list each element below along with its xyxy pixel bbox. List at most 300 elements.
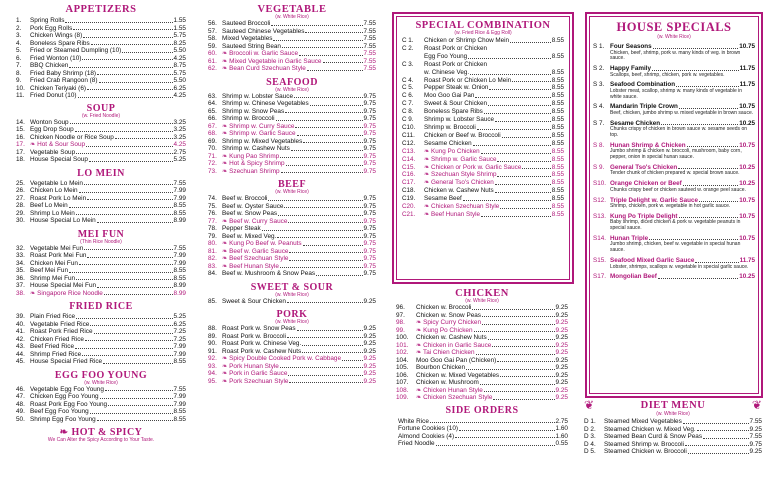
- leader-dots: [291, 145, 363, 151]
- menu-item: [208, 168, 376, 176]
- menu-item: [208, 298, 376, 306]
- sideorders-list: [396, 418, 568, 448]
- item-price: 8.25: [173, 39, 186, 47]
- menu-item: [208, 160, 376, 168]
- item-price: 8.55: [173, 209, 186, 217]
- leader-dots: [73, 25, 172, 31]
- item-number: 57.: [208, 27, 217, 35]
- menu-item: [402, 156, 564, 164]
- leader-dots: [297, 130, 363, 136]
- leader-dots: [122, 47, 172, 53]
- item-name: Bourbon Chicken: [416, 364, 466, 371]
- menu-item: [402, 116, 564, 124]
- item-number: 74.: [208, 195, 217, 202]
- item-price: 9.25: [363, 362, 376, 370]
- item-number: 90.: [208, 340, 217, 347]
- leader-dots: [294, 93, 363, 99]
- item-name: Moo Goo Gai Pan (Chicken): [416, 356, 497, 364]
- menu-item: [16, 141, 186, 149]
- item-name: Fried Crab Rangoon (8): [30, 77, 98, 84]
- item-name: Shrimp w. Lobster Sauce: [222, 92, 294, 100]
- leader-dots: [342, 355, 363, 361]
- item-price: 8.55: [551, 116, 564, 124]
- menu-item: [396, 304, 568, 312]
- sweetsour-list: [208, 298, 376, 306]
- item-name: Shrimp Mei Fun: [30, 274, 76, 282]
- leader-dots: [82, 351, 172, 357]
- leader-dots: [87, 252, 172, 258]
- item-name: Vegetable Fried Rice: [30, 320, 90, 328]
- item-name: Chicken Wings (8): [30, 32, 83, 39]
- item-number: 26.: [16, 187, 25, 194]
- leader-dots: [286, 160, 363, 166]
- item-price: 9.25: [363, 332, 376, 340]
- item-name: ❧ Mixed Vegetable in Garlic Sauce: [222, 57, 322, 65]
- item-name: Shrimp Lo Mein: [30, 209, 75, 217]
- menu-item: [396, 440, 568, 448]
- leader-dots: [86, 141, 172, 147]
- leader-dots: [481, 211, 551, 217]
- item-number: 82.: [208, 255, 217, 262]
- item-price: 6.25: [173, 320, 186, 328]
- item-price: 10.75: [739, 141, 755, 149]
- item-price: 7.55: [173, 244, 186, 252]
- menu-item: [16, 187, 186, 195]
- leader-dots: [104, 290, 173, 296]
- item-price: 9.75: [363, 202, 376, 210]
- item-name: ❧ General Tso's Chicken: [424, 179, 494, 187]
- item-price: 9.25: [555, 304, 568, 311]
- item-price: 2.75: [555, 417, 568, 425]
- menu-item: [16, 32, 186, 40]
- leader-dots: [703, 433, 748, 439]
- item-name: ❧ Kung Po Beef w. Peanuts: [222, 240, 302, 247]
- item-number: 5.: [16, 47, 22, 54]
- leader-dots: [303, 240, 363, 246]
- leader-dots: [76, 149, 172, 155]
- item-number: 50.: [16, 415, 25, 423]
- item-price: 7.99: [173, 393, 186, 400]
- menu-item: [584, 418, 762, 426]
- leader-dots: [83, 32, 172, 38]
- house-special-item: [593, 213, 755, 232]
- leader-dots: [436, 440, 555, 446]
- item-number: 89.: [208, 332, 217, 340]
- menu-item: [16, 245, 186, 253]
- leader-dots: [459, 425, 555, 431]
- leader-dots: [466, 364, 555, 370]
- item-name: Seafood Mixed Garlic Sauce: [610, 257, 695, 265]
- item-number: C 8.: [402, 108, 414, 116]
- item-name: Happy Family: [610, 65, 651, 73]
- item-price: 8.55: [551, 195, 564, 203]
- leader-dots: [476, 349, 555, 355]
- item-name: Roast Pork w. Chinese Veg.: [222, 340, 302, 347]
- leader-dots: [477, 124, 551, 130]
- item-price: 8.55: [551, 37, 564, 44]
- item-name: w. Chinese Veg.: [424, 68, 470, 76]
- item-number: 100.: [396, 334, 409, 341]
- item-name: Steamed Chicken w. Broccoli: [604, 448, 687, 455]
- item-name: ❧ Hot & Spicy Shrimp: [222, 160, 285, 167]
- menu-item: [402, 171, 564, 179]
- leader-dots: [90, 408, 173, 414]
- item-name: ❧ Broccoli w. Garlic Sauce: [222, 50, 299, 57]
- soup-list: [16, 119, 186, 164]
- item-number: 32.: [16, 244, 25, 252]
- item-price: 9.25: [363, 325, 376, 332]
- item-number: 60.: [208, 50, 217, 57]
- item-number: C16.: [402, 171, 416, 179]
- item-number: 107.: [396, 379, 409, 386]
- item-price: 4.25: [173, 141, 186, 148]
- leader-dots: [108, 401, 172, 407]
- item-price: 8.55: [551, 100, 564, 108]
- item-number: 61.: [208, 57, 217, 65]
- item-name: ❧ Szechuan Style Shrimp: [424, 171, 497, 179]
- leader-dots: [305, 28, 362, 34]
- leader-dots: [653, 43, 739, 49]
- item-name: ❧ Kung Pao Shrimp: [222, 152, 280, 160]
- leader-dots: [488, 45, 563, 51]
- item-number: 46.: [16, 385, 25, 393]
- item-price: 9.25: [555, 379, 568, 386]
- item-number: [402, 69, 424, 77]
- item-number: 27.: [16, 194, 25, 202]
- item-number: S 9.: [593, 163, 605, 171]
- item-number: 34.: [16, 259, 25, 267]
- house-special-item: [593, 81, 755, 100]
- item-number: 17.: [16, 148, 25, 156]
- item-price: 8.55: [551, 131, 564, 139]
- menu-item: [402, 37, 564, 45]
- item-price: 11.75: [739, 81, 755, 89]
- menu-item: [16, 149, 186, 157]
- hotspicy-title-text: HOT & SPICY: [71, 427, 143, 438]
- leader-dots: [289, 255, 362, 261]
- item-name: General Tso's Chicken: [610, 163, 678, 171]
- menu-item: [396, 327, 568, 335]
- item-name: Roast Pork or Chicken: [424, 60, 487, 68]
- menu-item: [402, 195, 564, 203]
- item-price: 9.75: [363, 217, 376, 225]
- item-price: 8.99: [173, 282, 186, 289]
- item-name: Mandarin Triple Crown: [610, 103, 678, 111]
- leader-dots: [268, 195, 362, 201]
- sweetsour-title: SWEET & SOUR: [250, 281, 334, 293]
- item-name: Mixed Vegetables: [222, 35, 273, 42]
- item-name: House Special Soup: [30, 156, 88, 163]
- item-price: 9.75: [363, 122, 376, 130]
- housespecials-list: [593, 43, 755, 281]
- item-name: Chicken Fried Rice: [30, 335, 84, 343]
- item-price: 10.25: [739, 180, 755, 188]
- combo-title: SPECIAL COMBINATION: [415, 20, 551, 31]
- leader-dots: [472, 304, 554, 310]
- item-number: 84.: [208, 270, 217, 277]
- leader-dots: [685, 441, 749, 447]
- item-number: C 6.: [402, 92, 414, 100]
- item-number: 108.: [396, 386, 409, 394]
- item-number: C20.: [402, 203, 416, 211]
- leader-dots: [480, 379, 555, 385]
- item-name: ❧ Chicken Szechuan Style: [424, 203, 500, 211]
- item-number: C12.: [402, 139, 416, 147]
- item-number: 43.: [16, 343, 25, 350]
- menu-item: [584, 426, 762, 434]
- leader-dots: [497, 171, 550, 177]
- leader-dots: [474, 327, 555, 333]
- item-description: Chunks crispy of chicken in brown sauce w. sesame seeds on top.: [610, 126, 748, 139]
- leader-dots: [75, 126, 173, 132]
- scroll-ornament-icon: ❦: [751, 398, 762, 412]
- leader-dots: [482, 312, 555, 318]
- leader-dots: [303, 138, 362, 144]
- item-number: 80.: [208, 240, 217, 247]
- leader-dots: [463, 195, 551, 201]
- item-number: D 3.: [584, 433, 596, 440]
- item-name: Sauteed String Bean: [222, 42, 281, 50]
- leader-dots: [285, 108, 362, 114]
- item-number: 33.: [16, 252, 25, 259]
- item-number: S14.: [593, 234, 606, 242]
- item-name: Egg Drop Soup: [30, 126, 74, 133]
- item-price: 7.55: [363, 57, 376, 65]
- item-price: 8.55: [551, 179, 564, 187]
- item-number: S15.: [593, 257, 606, 265]
- item-number: 71.: [208, 152, 217, 160]
- item-name: BBQ Chicken: [30, 62, 69, 69]
- item-number: 81.: [208, 247, 217, 255]
- menu-item: [208, 93, 376, 101]
- item-number: 30.: [16, 217, 25, 224]
- item-price: 8.55: [551, 68, 564, 76]
- item-price: 9.25: [555, 334, 568, 341]
- item-name: House Special Lo Mein: [30, 217, 96, 224]
- menu-item: [16, 119, 186, 127]
- item-price: 8.55: [551, 76, 564, 84]
- item-name: Kung Po Triple Delight: [610, 212, 678, 220]
- item-number: 63.: [208, 92, 217, 100]
- item-number: S 2.: [593, 65, 605, 73]
- menu-item: [208, 138, 376, 146]
- column-1: [16, 4, 186, 443]
- dietmenu-title: DIET MENU: [640, 399, 706, 411]
- menu-item: [208, 65, 376, 73]
- item-description: Jumbo shrimp & chicken w. broccoli, mushroom, baby corn, pepper, onion in special hunan sauce.: [610, 148, 742, 161]
- house-special-item: [593, 43, 755, 62]
- item-price: 9.75: [363, 167, 376, 175]
- item-number: 42.: [16, 335, 25, 343]
- chicken-subtitle: (w. White Rice): [465, 298, 499, 304]
- menu-item: [208, 363, 376, 371]
- combo-subtitle: (w. Fried Rice & Egg Roll): [454, 30, 512, 36]
- item-price: 9.25: [555, 341, 568, 349]
- item-number: 28.: [16, 202, 25, 209]
- item-name: Steamed Bean Curd & Snow Peas: [604, 433, 703, 440]
- item-price: 9.75: [363, 160, 376, 167]
- menu-item: [208, 270, 376, 278]
- menu-item: [208, 203, 376, 211]
- leader-dots: [70, 119, 173, 125]
- menu-item: [396, 364, 568, 372]
- chicken-title: CHICKEN: [455, 288, 509, 299]
- soup-title: SOUP: [86, 102, 116, 114]
- menu-item: [402, 92, 564, 100]
- leader-dots: [280, 363, 363, 369]
- item-name: Beef Lo Mein: [30, 202, 68, 209]
- item-number: 40.: [16, 320, 25, 328]
- item-name: House Special Fried Rice: [30, 358, 103, 365]
- housespecials-subtitle: (w. White Rice): [657, 34, 691, 40]
- menu-item: [402, 187, 564, 195]
- leader-dots: [687, 142, 739, 148]
- item-number: 4.: [16, 39, 22, 47]
- item-description: Beef, chicken, jumbo shrimp w. mixed vegetable in brown sauce.: [610, 109, 754, 116]
- menu-item: [16, 393, 186, 401]
- item-name: ❧ Chicken Szechuan Style: [416, 394, 493, 401]
- leader-dots: [488, 61, 563, 67]
- item-description: Lobster meat, scallop, shrimp w. many kinds of vegetable in white sauce.: [610, 87, 743, 100]
- menu-item: [208, 210, 376, 218]
- leader-dots: [489, 84, 550, 90]
- leader-dots: [658, 273, 738, 279]
- leader-dots: [105, 386, 173, 392]
- item-name: Four Seasons: [610, 43, 652, 50]
- item-name: Shrimp w. Lobster Sauce: [424, 116, 495, 124]
- item-number: C21.: [402, 210, 416, 218]
- sideorders-title: SIDE ORDERS: [445, 404, 519, 416]
- item-number: D 1.: [584, 418, 596, 425]
- leader-dots: [481, 148, 551, 154]
- item-name: Orange Chicken or Beef: [610, 180, 682, 188]
- item-price: 9.25: [555, 356, 568, 364]
- menu-item: [16, 85, 186, 93]
- item-name: ❧ Kung Po Chicken: [424, 147, 480, 155]
- item-name: Roast Pork or Chicken Lo Mein: [424, 76, 512, 84]
- item-price: 9.25: [555, 319, 568, 326]
- menu-item: [402, 100, 564, 108]
- item-price: 1.55: [173, 17, 186, 24]
- beef-title: BEEF: [277, 179, 307, 190]
- house-special-item: [593, 65, 755, 78]
- leader-dots: [695, 257, 738, 263]
- item-name: Mongolian Beef: [610, 273, 657, 281]
- menu-item: [208, 370, 376, 378]
- item-name: Fried Noodle: [398, 440, 435, 447]
- item-name: Roast Pork or Chicken: [424, 44, 487, 52]
- item-number: 56.: [208, 20, 217, 27]
- item-number: C 2.: [402, 44, 414, 52]
- item-name: Shrimp w. Snow Peas: [222, 107, 285, 115]
- item-name: Sesame Chicken: [424, 139, 472, 147]
- menu-item: [396, 357, 568, 365]
- item-number: S17.: [593, 273, 606, 281]
- item-price: 8.55: [173, 274, 186, 282]
- item-price: 9.75: [363, 255, 376, 262]
- leader-dots: [500, 203, 550, 209]
- menu-item: [584, 448, 762, 456]
- menu-item: [396, 349, 568, 357]
- item-name: Chicken w. Mushroom: [416, 379, 479, 386]
- leader-dots: [512, 77, 551, 83]
- item-name: Beef w. Snow Peas: [222, 210, 278, 217]
- item-price: 7.55: [173, 179, 186, 187]
- menu-item: [402, 211, 564, 219]
- item-number: 14.: [16, 118, 25, 126]
- leader-dots: [115, 134, 173, 140]
- item-price: 8.55: [551, 155, 564, 163]
- leader-dots: [262, 225, 363, 231]
- leader-dots: [510, 37, 551, 43]
- leader-dots: [502, 132, 551, 138]
- leader-dots: [76, 313, 172, 319]
- item-price: 10.75: [739, 212, 755, 220]
- item-name: Boneless Spare Ribs: [424, 108, 483, 116]
- leader-dots: [277, 233, 362, 239]
- item-number: 105.: [396, 364, 409, 371]
- item-number: C 1.: [402, 37, 414, 44]
- menu-item: [402, 179, 564, 187]
- menu-item: [16, 77, 186, 85]
- menu-item: [16, 126, 186, 134]
- item-price: 8.55: [551, 52, 564, 60]
- item-price: 7.99: [173, 343, 186, 350]
- menu-item: [16, 134, 186, 142]
- appetizers-list: [16, 17, 186, 100]
- item-name: Chicken w. Cashew Nuts: [424, 187, 494, 195]
- item-number: 79.: [208, 232, 217, 240]
- item-number: 94.: [208, 370, 217, 377]
- item-number: 48.: [16, 400, 25, 408]
- friedrice-list: [16, 313, 186, 366]
- item-number: 76.: [208, 210, 217, 217]
- item-number: C15.: [402, 163, 416, 171]
- leader-dots: [288, 370, 362, 376]
- leader-dots: [488, 100, 551, 106]
- item-price: 9.75: [363, 240, 376, 247]
- item-description: Lobster, shrimps, scallops w. vegetable in special garlic sauce.: [610, 263, 749, 270]
- item-number: 85.: [208, 297, 217, 305]
- item-price: 8.55: [551, 84, 564, 92]
- item-description: Jumbo shrimp, chicken, beef w. vegetable in special hunan sauce.: [610, 241, 741, 254]
- item-number: 37.: [16, 282, 25, 289]
- item-name: ❧ Tai Chien Chicken: [416, 349, 475, 356]
- item-price: 10.25: [739, 273, 755, 281]
- item-name: ❧ Singapore Rice Noodle: [30, 289, 103, 297]
- menu-item: [208, 145, 376, 153]
- item-price: 6.25: [173, 84, 186, 92]
- menu-item: [402, 140, 564, 148]
- menu-item: [16, 275, 186, 283]
- scroll-ornament-icon: ❦: [584, 398, 595, 412]
- item-number: 35.: [16, 267, 25, 274]
- menu-item: [208, 153, 376, 161]
- item-name: ❧ Hot & Sour Soup: [30, 141, 86, 148]
- item-number: C 9.: [402, 116, 414, 124]
- item-name: Chicken Mei Fun: [30, 259, 78, 267]
- item-number: 70.: [208, 145, 217, 152]
- leader-dots: [91, 40, 173, 46]
- item-price: 9.25: [363, 340, 376, 347]
- item-price: 9.75: [749, 440, 762, 448]
- item-price: 9.75: [363, 137, 376, 145]
- vegetable-title: VEGETABLE: [257, 4, 327, 15]
- item-price: 7.99: [173, 187, 186, 194]
- menu-item: [16, 55, 186, 63]
- item-price: 1.60: [555, 432, 568, 440]
- menu-item: [16, 358, 186, 366]
